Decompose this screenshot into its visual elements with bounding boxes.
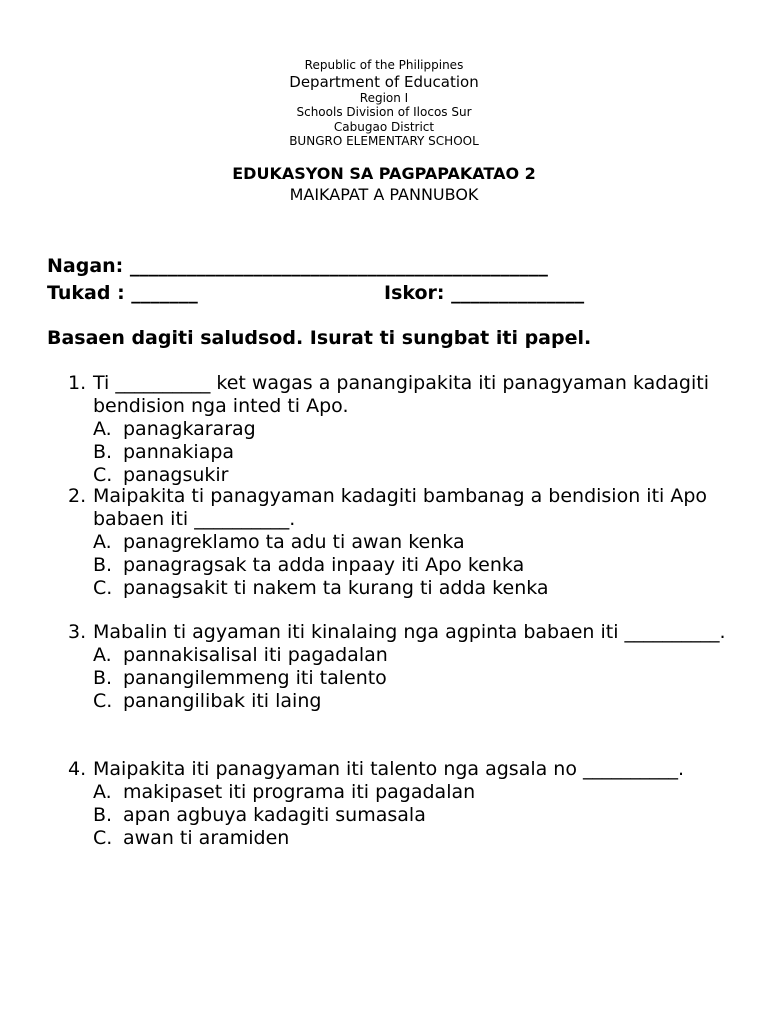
option-letter: A. xyxy=(93,644,112,666)
question-4 xyxy=(68,758,748,850)
score-field: Iskor: ______________ xyxy=(384,282,585,304)
grade-field: Tukad : _______ xyxy=(47,282,198,304)
option-text: pannakisalisal iti pagadalan xyxy=(123,644,388,666)
option-c xyxy=(93,464,748,487)
question-number: 3. xyxy=(68,621,87,643)
option-text: panagragsak ta adda inpaay iti Apo kenka xyxy=(123,554,525,576)
option-letter: B. xyxy=(93,804,113,826)
option-text: apan agbuya kadagiti sumasala xyxy=(123,804,426,826)
option-letter: C. xyxy=(93,577,113,599)
district-line: Cabugao District xyxy=(333,119,435,134)
option-letter: C. xyxy=(93,464,113,486)
question-text: Maipakita ti panagyaman kadagiti bambanag a bendision iti Apo babaen iti __________. xyxy=(93,485,708,530)
option-a xyxy=(93,531,748,554)
option-text: panagsukir xyxy=(123,464,229,486)
question-3 xyxy=(68,621,748,713)
question-number: 1. xyxy=(68,372,87,394)
option-b xyxy=(93,804,748,827)
option-text: panagkararag xyxy=(123,418,256,440)
option-a xyxy=(93,644,748,667)
school-line: BUNGRO ELEMENTARY SCHOOL xyxy=(289,134,479,148)
exam-heading xyxy=(0,163,768,205)
exam-title: EDUKASYON SA PAGPAPAKATAO 2 xyxy=(232,164,536,183)
department-line: Department of Education xyxy=(289,72,479,91)
republic-line: Republic of the Philippines xyxy=(304,58,464,72)
question-number: 2. xyxy=(68,485,87,507)
instructions: Basaen dagiti saludsod. Isurat ti sungbat iti papel. xyxy=(47,327,592,349)
region-line: Region I xyxy=(359,90,409,105)
option-letter: C. xyxy=(93,690,113,712)
question-2 xyxy=(68,485,748,600)
option-b xyxy=(93,441,748,464)
option-letter: B. xyxy=(93,441,113,463)
option-text: awan ti aramiden xyxy=(123,827,290,849)
option-letter: B. xyxy=(93,554,113,576)
option-letter: A. xyxy=(93,531,112,553)
division-line: Schools Division of Ilocos Sur xyxy=(296,105,472,119)
question-1 xyxy=(68,372,748,487)
document-header xyxy=(0,58,768,149)
option-b xyxy=(93,667,748,690)
option-text: makipaset iti programa iti pagadalan xyxy=(123,781,476,803)
option-a xyxy=(93,418,748,441)
option-c xyxy=(93,827,748,850)
option-letter: C. xyxy=(93,827,113,849)
question-text: Maipakita iti panagyaman iti talento nga agsala no __________. xyxy=(93,758,685,780)
option-b xyxy=(93,554,748,577)
option-text: panagsakit ti nakem ta kurang ti adda kenka xyxy=(123,577,549,599)
option-text: pannakiapa xyxy=(123,441,235,463)
option-a xyxy=(93,781,748,804)
exam-subtitle: MAIKAPAT A PANNUBOK xyxy=(289,185,479,204)
question-text: Mabalin ti agyaman iti kinalaing nga agpinta babaen iti __________. xyxy=(93,621,726,643)
option-text: panangilibak iti laing xyxy=(123,690,322,712)
option-letter: A. xyxy=(93,781,112,803)
option-letter: A. xyxy=(93,418,112,440)
question-number: 4. xyxy=(68,758,87,780)
option-text: panagreklamo ta adu ti awan kenka xyxy=(123,531,465,553)
name-field: Nagan: ____________________________________________ xyxy=(47,255,548,277)
option-text: panangilemmeng iti talento xyxy=(123,667,387,689)
question-text: Ti __________ ket wagas a panangipakita iti panagyaman kadagiti bendision nga inted ti Apo. xyxy=(93,372,709,417)
option-c xyxy=(93,690,748,713)
option-c xyxy=(93,577,748,600)
option-letter: B. xyxy=(93,667,113,689)
